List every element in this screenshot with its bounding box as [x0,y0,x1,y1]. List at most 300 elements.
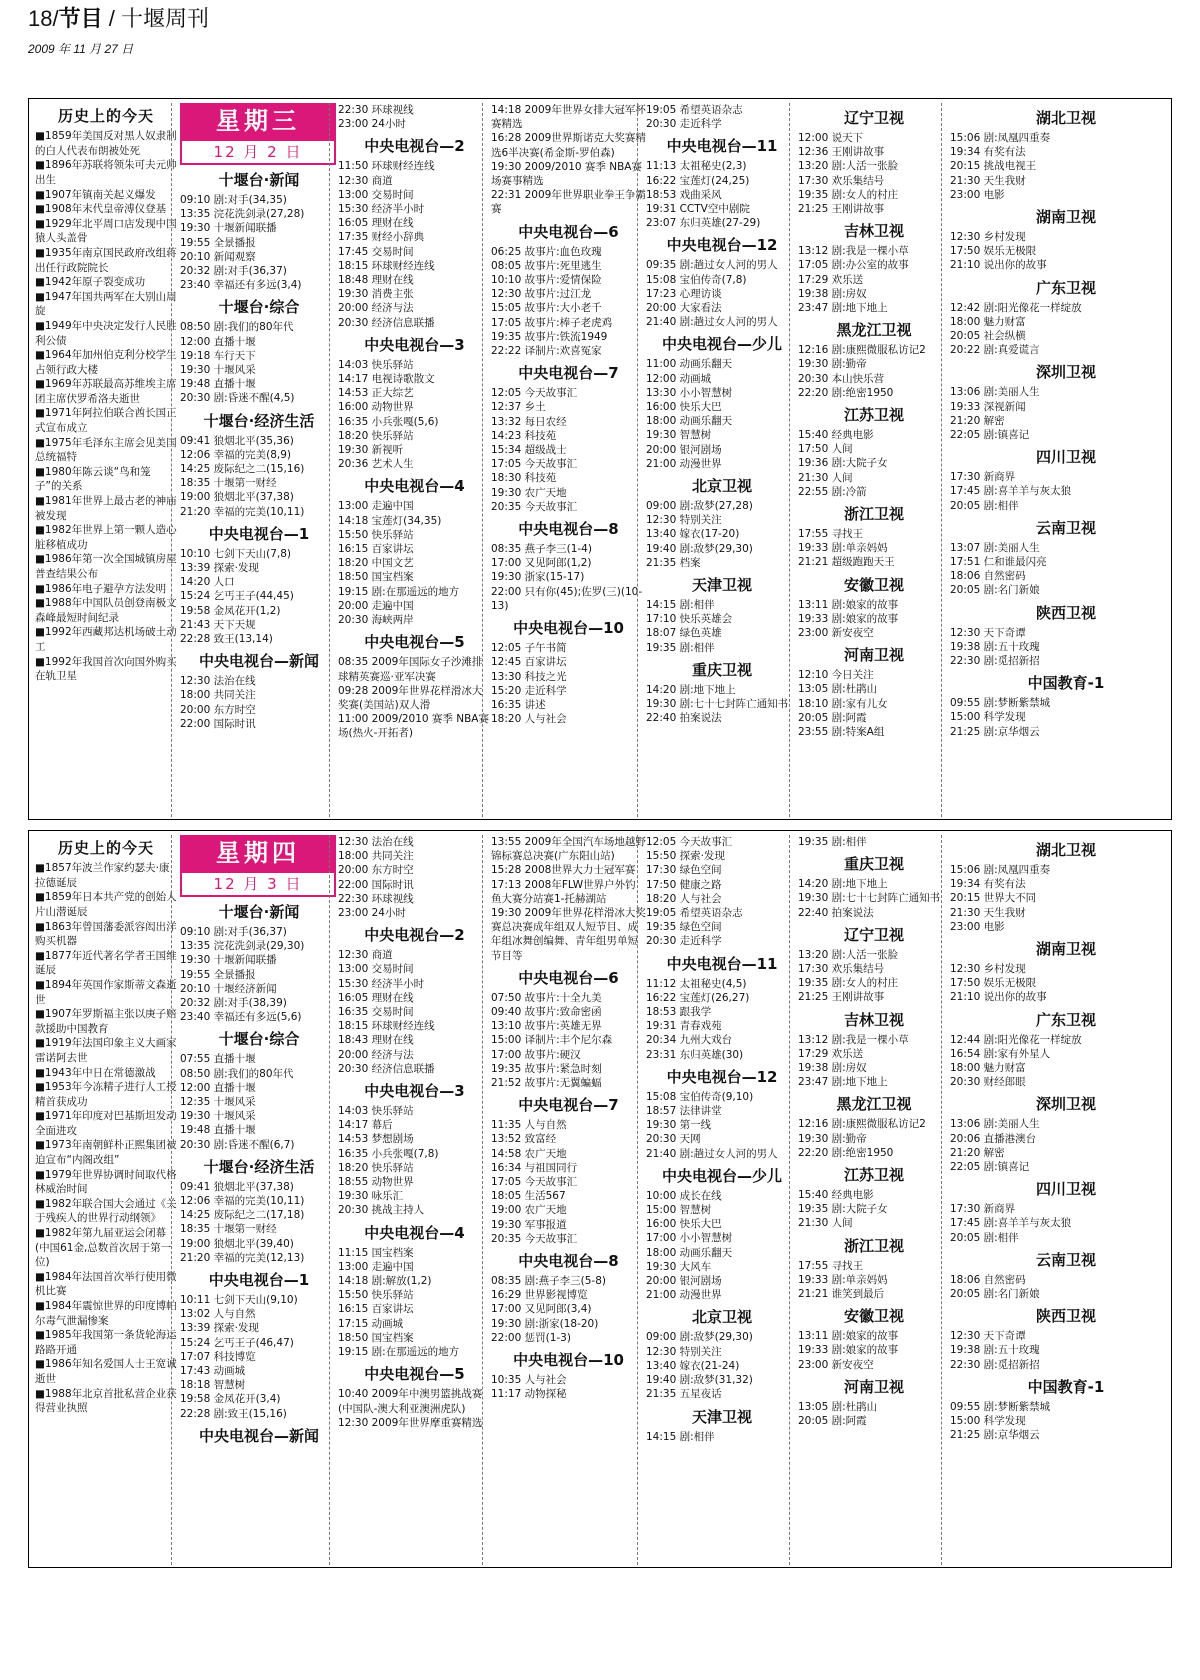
channel-heading: 中央电视台—12 [666,236,778,255]
program-listing: 22:22 译制片:欢喜冤家 [491,345,602,358]
program-listing: 16:35 小兵张嘎(5,6) [338,415,439,428]
schedule-column [482,835,652,1565]
program-listing: 22:55 剧:冷箭 [798,485,867,498]
program-listing: 18:05 生活567 [491,1190,566,1203]
program-listing: 16:22 宝莲灯(26,27) [646,991,750,1004]
program-listing: 18:18 智慧树 [180,1379,246,1392]
channel-heading: 十堰台·新闻 [218,171,300,189]
program-listing: 22:05 剧:镇喜记 [950,1161,1030,1174]
program-listing: 22:28 剧:致王(15,16) [180,1407,287,1420]
history-item: ■1984年法国首次举行使用微机比赛 [35,1270,177,1298]
program-listing: 17:30 欢乐集结号 [798,174,885,187]
channel-heading: 中国教育-1 [1027,1377,1105,1396]
program-listing: 16:15 百家讲坛 [338,1303,414,1316]
program-listing: 20:30 经济信息联播 [338,1062,435,1075]
program-listing: 10:10 故事片:爱情保险 [491,274,602,287]
program-listing: 16:05 理财在线 [338,217,414,230]
program-listing: 13:02 人与自然 [180,1308,256,1321]
program-listing: 14:20 剧:地下地上 [798,878,888,891]
program-listing: 22:00 国际时讯 [338,878,414,891]
program-listing: 15:06 剧:凤凰四重奏 [950,132,1051,144]
channel-heading: 中央电视台—5 [364,1365,465,1384]
program-listing: 15:30 经济半小时 [338,977,425,990]
program-listing: 13:30 小小智慧树 [646,386,733,399]
program-listing: 15:34 超级战士 [491,444,567,457]
program-listing: 21:30 天生我财 [950,906,1026,919]
program-listing: 14:18 宝莲灯(34,35) [338,514,442,527]
program-listing: 13:30 科技之光 [491,670,567,683]
program-listing: 17:29 欢乐送 [798,1047,864,1060]
channel-heading: 十堰台·新闻 [218,903,300,921]
program-listing: 18:43 理财在线 [338,1034,414,1047]
program-listing: 10:10 七剑下天山(7,8) [180,547,291,560]
program-listing: 21:30 人间 [798,471,853,484]
program-listing: 19:30 十堰新闻联播 [180,954,277,967]
program-listing: 20:05 社会纵横 [950,330,1026,343]
program-listing: 22:00 只有你(45);佐罗(三)(10-13) [491,585,643,612]
program-listing: 13:00 交易时间 [338,188,414,201]
program-listing: 19:33 剧:娘家的故事 [798,612,899,625]
history-item: ■1919年法国印象主义大画家雷诺阿去世 [35,1037,177,1064]
channel-heading: 浙江卫视 [843,505,904,524]
program-listing: 17:05 故事片:棒子老虎鸡 [491,316,613,329]
program-listing: 13:00 走遍中国 [338,1260,414,1273]
program-listing: 19:35 绿色空间 [646,921,722,934]
program-listing: 12:30 商道 [338,174,393,187]
program-listing: 13:11 剧:娘家的故事 [798,1330,899,1343]
program-listing: 21:25 王刚讲故事 [798,991,885,1004]
channel-heading: 广东卫视 [1035,278,1096,297]
program-listing: 18:00 共同关注 [180,689,256,702]
channel-heading: 江苏卫视 [843,1166,904,1185]
program-listing: 15:50 探索·发现 [646,850,725,863]
program-listing: 19:30 第一线 [646,1119,712,1132]
program-listing: 15:50 快乐驿站 [338,1289,414,1302]
program-listing: 20:32 剧:对手(38,39) [180,997,287,1010]
channel-heading: 云南卫视 [1035,1250,1096,1269]
program-listing: 20:00 经济与法 [338,1048,414,1061]
program-listing: 23:00 电影 [950,188,1005,201]
program-listing: 16:54 剧:家有外星人 [950,1047,1051,1060]
program-listing: 20:06 直播港澳台 [950,1132,1037,1145]
program-listing: 21:10 说出你的故事 [950,259,1047,272]
program-listing: 09:55 剧:梦断紫禁城 [950,697,1051,710]
program-listing: 20:00 东方时空 [338,864,414,877]
program-listing: 19:38 剧:五十玫瑰 [950,1344,1040,1357]
history-item: ■1949年中央决定发行人民胜利公债 [35,319,177,347]
program-listing: 17:05 今天故事汇 [491,458,578,471]
channel-heading: 中央电视台—8 [518,1252,619,1271]
history-item: ■1988年北京首批私营企业获得营业执照 [35,1387,177,1415]
program-listing: 09:10 剧:对手(34,35) [180,194,287,206]
history-item: ■1863年曾国藩委派容闳出洋购买机器 [35,920,177,948]
history-item: ■1935年南京国民政府改组蒋出任行政院院长 [35,246,177,274]
channel-heading: 中央电视台—4 [364,477,465,496]
history-item: ■1986年第一次全国城镇房屋普查结果公布 [35,553,177,581]
program-listing: 13:00 交易时间 [338,963,414,976]
program-listing: 17:00 小小智慧树 [646,1232,733,1245]
program-listing: 17:10 快乐英雄会 [646,613,733,626]
history-item: ■1943年中日在常德激战 [35,1066,156,1079]
program-listing: 19:35 剧:大院子女 [798,1203,888,1216]
program-listing: 17:55 寻找王 [798,528,864,541]
program-listing: 15:30 经济半小时 [338,203,425,216]
channel-heading: 中国教育-1 [1027,674,1105,693]
channel-heading: 中央电视台—3 [364,1082,465,1101]
program-listing: 22:05 剧:镇喜记 [950,429,1030,442]
history-item: ■1894年英国作家斯蒂文森逝世 [35,978,177,1006]
program-listing: 20:15 挑战电视王 [950,160,1037,173]
program-listing: 18:06 自然密码 [950,1273,1026,1286]
channel-heading: 陕西卫视 [1035,603,1096,622]
program-listing: 13:55 2009年全国汽车场地越野锦标赛总决赛(广东阳山站) [491,836,646,863]
program-listing: 19:40 剧:敌梦(31,32) [646,1374,753,1387]
program-listing: 14:53 正大综艺 [338,387,414,400]
program-listing: 13:35 浣花洗剑录(29,30) [180,940,305,953]
program-listing: 08:35 剧:燕子李三(5-8) [491,1275,606,1288]
program-listing: 23:00 24小时 [338,907,406,920]
program-listing: 19:35 剧:相伴 [798,836,867,848]
program-listing: 17:07 科技博览 [180,1350,256,1363]
program-listing: 13:12 剧:我是一棵小草 [798,1033,909,1046]
day-header [180,103,336,165]
program-listing: 17:50 人间 [798,443,853,456]
program-listing: 12:30 特别关注 [646,1345,722,1358]
day-header [180,835,336,897]
program-listing: 13:20 剧:人活一张脸 [798,160,899,173]
program-listing: 11:00 动画乐翻天 [646,358,733,371]
program-listing: 08:35 燕子李三(1-4) [491,543,592,556]
program-listing: 12:00 动画城 [646,372,712,385]
program-listing: 11:13 太祖秘史(2,3) [646,160,747,173]
program-listing: 18:30 科技苑 [491,472,557,485]
program-listing: 13:40 嫁衣(21-24) [646,1359,740,1372]
program-listing: 17:43 动画城 [180,1365,246,1378]
program-listing: 09:00 剧:敌梦(29,30) [646,1331,753,1344]
history-item: ■1969年苏联最高苏维埃主席团主席伏罗希洛夫逝世 [35,378,177,405]
channel-heading: 深圳卫视 [1035,1095,1096,1114]
program-listing: 20:05 剧:相伴 [950,1231,1019,1244]
program-listing: 15:06 剧:凤凰四重奏 [950,864,1051,876]
program-listing: 23:31 东归英雄(30) [646,1048,744,1061]
program-listing: 19:34 有奖有法 [950,878,1026,891]
program-listing: 14:25 废际纪之二(15,16) [180,463,305,476]
day-name: 星期三 [180,103,336,139]
program-listing: 20:00 东方时空 [180,703,256,716]
program-listing: 21:21 谁笑到最后 [798,1288,885,1301]
program-listing: 13:06 剧:美丽人生 [950,1118,1040,1131]
history-item: ■1973年南朝鲜朴正熙集团被迫宣布“内阁改组” [35,1139,177,1167]
program-listing: 19:38 剧:五十玫瑰 [950,640,1040,653]
history-item: ■1988年中国队员创登南极文森峰最短时间纪录 [35,597,177,624]
channel-heading: 十堰台·综合 [218,298,300,317]
program-listing: 20:05 剧:阿霞 [798,1415,867,1428]
program-listing: 18:20 快乐驿站 [338,1161,414,1174]
program-listing: 20:00 经济与法 [338,302,414,315]
program-listing: 09:10 剧:对手(36,37) [180,926,287,938]
history-item: ■1984年震惊世界的印度博帕尔毒气泄漏惨案 [35,1300,177,1327]
program-listing: 20:00 银河剧场 [646,1275,722,1288]
history-item: ■1907年罗斯福主张以庚子赔款援助中国教育 [35,1008,177,1035]
history-item: ■1857年波兰作家约瑟夫·康拉德诞辰 [35,862,170,889]
program-listing: 17:45 剧:喜羊羊与灰太狼 [950,1217,1072,1230]
schedule-column [941,103,1188,817]
program-listing: 17:45 剧:喜羊羊与灰太狼 [950,485,1072,498]
program-listing: 20:10 新闻观察 [180,250,256,263]
program-listing: 16:35 交易时间 [338,1006,414,1019]
program-listing: 14:17 幕后 [338,1119,393,1132]
channel-heading: 天津卫视 [691,1407,752,1426]
channel-heading: 辽宁卫视 [843,109,904,127]
channel-heading: 中央电视台—11 [666,954,778,973]
program-listing: 13:06 剧:美丽人生 [950,386,1040,399]
program-listing: 22:31 2009年世界职业拳王争霸赛 [491,189,646,216]
program-listing: 20:22 剧:真爱谎言 [950,344,1040,357]
program-listing: 19:00 狼烟北平(39,40) [180,1237,294,1250]
program-listing: 16:29 世界影视博览 [491,1289,588,1302]
program-listing: 19:30 浙家(15-17) [491,571,585,584]
program-listing: 18:00 动画乐翻天 [646,1246,733,1259]
program-listing: 19:58 金凤花开(3,4) [180,1393,281,1406]
channel-heading: 中央电视台—2 [364,137,465,156]
channel-heading: 中央电视台—少儿 [661,335,782,354]
program-listing: 17:35 财经小辞典 [338,231,425,244]
schedule-column [941,835,1188,1565]
history-item: ■1908年末代皇帝溥仪登基 [35,203,167,216]
program-listing: 20:32 剧:对手(36,37) [180,265,287,278]
history-item: ■1953年今冻精子进行人工授精首获成功 [35,1081,177,1108]
channel-heading: 重庆卫视 [691,660,752,679]
channel-heading: 中央电视台—4 [364,1223,465,1242]
program-listing: 13:32 每日农经 [491,415,567,428]
program-listing: 21:30 人间 [798,1217,853,1230]
program-listing: 12:30 天下奇谭 [950,626,1026,639]
channel-heading: 北京卫视 [691,477,752,496]
program-listing: 19:34 有奖有法 [950,146,1026,159]
program-listing: 19:38 剧:房奴 [798,1062,867,1075]
program-listing: 18:07 绿色英雄 [646,627,722,640]
program-listing: 13:10 故事片:英雄无界 [491,1020,602,1033]
program-listing: 13:40 嫁衣(17-20) [646,528,740,541]
program-listing: 19:35 剧:女人的村庄 [798,188,899,201]
history-item: ■1979年世界协调时间取代格林威治时间 [35,1168,177,1196]
channel-heading: 十堰台·经济生活 [203,411,315,430]
program-listing: 19:30 2009年世界花样滑冰大奖赛总决赛成年组双人短节目、成年组冰舞创编舞、青年组男单短节目等 [491,907,646,962]
history-item: ■1971年印度对巴基斯坦发动全面进攻 [35,1110,177,1137]
program-listing: 18:15 环球财经连线 [338,1020,435,1033]
history-column [29,835,183,1565]
program-listing: 18:53 戏曲采风 [646,188,722,201]
program-listing: 12:30 乡村发现 [950,231,1026,244]
program-listing: 22:00 国际时讯 [180,717,256,730]
program-listing: 21:00 动漫世界 [646,1289,722,1302]
program-listing: 20:00 大家看法 [646,302,722,315]
program-listing: 12:37 乡土 [491,401,546,414]
program-listing: 15:08 宝伯传奇(9,10) [646,1090,754,1103]
program-listing: 12:06 幸福的完美(8,9) [180,448,291,461]
program-listing: 17:51 仁和谁最闪亮 [950,556,1047,569]
channel-heading: 四川卫视 [1035,448,1096,467]
channel-heading: 四川卫视 [1035,1180,1096,1199]
program-listing: 18:35 十堰第一财经 [180,1223,277,1236]
channel-heading: 辽宁卫视 [843,925,904,944]
program-listing: 19:55 全景播报 [180,968,256,981]
channel-heading: 中央电视台—1 [208,524,310,543]
program-listing: 12:35 十堰风采 [180,1096,256,1109]
program-listing: 18:06 自然密码 [950,570,1026,583]
program-listing: 15:00 智慧树 [646,1204,712,1217]
program-listing: 07:50 故事片:十全九美 [491,991,602,1004]
channel-heading: 陕西卫视 [1035,1307,1096,1326]
program-listing: 13:52 致富经 [491,1133,557,1146]
program-listing: 12:05 子午书简 [491,642,567,655]
channel-heading: 中央电视台—新闻 [198,652,319,671]
channel-heading: 中央电视台—3 [364,335,465,354]
channel-heading: 中央电视台—8 [518,520,619,539]
program-listing: 12:00 直播十堰 [180,335,256,348]
history-title: 历史上的今天 [57,839,154,857]
program-listing: 19:40 剧:敌梦(29,30) [646,542,753,555]
history-item: ■1981年世界上最古老的神庙被发现 [35,495,177,522]
program-listing: 19:18 车行天下 [180,349,256,362]
history-item: ■1992年西藏邦达机场破土动工 [35,626,177,653]
program-listing: 12:42 剧:阳光像花一样绽放 [950,301,1082,314]
program-listing: 12:06 幸福的完美(10,11) [180,1195,305,1208]
program-listing: 19:00 农广天地 [491,1204,567,1217]
program-listing: 16:00 快乐大巴 [646,1218,722,1231]
channel-heading: 江苏卫视 [843,406,904,425]
program-listing: 15:00 译制片:丰个尼尔森 [491,1034,613,1047]
history-item: ■1942年原子裂变成功 [35,276,146,289]
channel-heading: 中央电视台—少儿 [661,1166,782,1185]
program-listing: 14:03 快乐驿站 [338,1105,414,1118]
program-listing: 17:05 剧:办公室的故事 [798,259,909,272]
program-listing: 20:35 今天故事汇 [491,500,578,513]
program-listing: 23:40 幸福还有多远(5,6) [180,1011,302,1024]
program-listing: 12:00 直播十堰 [180,1081,256,1094]
program-listing: 20:30 走近科学 [646,935,722,948]
program-listing: 18:15 环球财经连线 [338,259,435,272]
program-listing: 22:30 剧:觅招新招 [950,655,1040,668]
channel-heading: 安徽卫视 [843,575,904,594]
schedule-column [171,103,344,817]
history-item: ■1982年联合国大会通过《关于残疾人的世界行动纲领》 [35,1197,177,1225]
program-listing: 20:30 天网 [646,1133,701,1146]
program-listing: 12:45 百家讲坛 [491,656,567,669]
channel-heading: 中央电视台—6 [518,222,619,241]
channel-heading: 浙江卫视 [843,1236,904,1255]
program-listing: 16:15 百家讲坛 [338,543,414,556]
program-listing: 19:35 故事片:紧急时刻 [491,1062,602,1075]
program-listing: 20:15 世界大不同 [950,892,1037,905]
day-date: 12 月 3 日 [180,871,336,897]
program-listing: 08:35 2009年国际女子沙滩排球精英赛巡·亚军决赛 [338,656,483,683]
program-listing: 14:03 快乐驿站 [338,358,414,371]
history-title: 历史上的今天 [57,107,154,125]
program-listing: 20:05 剧:相伴 [950,499,1019,512]
program-listing: 14:25 废际纪之二(17,18) [180,1209,305,1222]
program-listing: 17:30 绿色空间 [646,864,722,877]
program-listing: 21:20 解密 [950,1146,1005,1159]
program-listing: 22:30 剧:觅招新招 [950,1358,1040,1371]
program-listing: 23:47 剧:地下地上 [798,1076,888,1089]
program-listing: 08:05 故事片:死里逃生 [491,259,602,272]
program-listing: 17:50 娱乐无极限 [950,977,1037,990]
schedule-column [637,103,804,817]
program-listing: 21:00 动漫世界 [646,457,722,470]
program-listing: 18:50 国宝档案 [338,1331,414,1344]
channel-heading: 湖北卫视 [1035,841,1096,859]
program-listing: 19:30 剧:浙家(18-20) [491,1317,599,1330]
history-item: ■1982年第九届亚运会闭幕(中国61金,总数首次居于第一位) [35,1227,172,1269]
history-item: ■1859年美国反对黑人奴隶制的白人代表布朗被处死 [35,130,177,157]
program-listing: 13:00 走遍中国 [338,500,414,513]
channel-heading: 重庆卫视 [843,855,904,874]
program-listing: 14:15 剧:相伴 [646,1430,715,1443]
day-block-wednesday [28,98,1172,820]
program-listing: 23:47 剧:地下地上 [798,302,888,315]
program-listing: 23:55 剧:特案A组 [798,726,885,739]
program-listing: 19:33 剧:单亲妈妈 [798,1273,888,1286]
program-listing: 15:08 宝伯传奇(7,8) [646,273,747,286]
program-listing: 19:35 剧:相伴 [646,641,715,654]
program-listing: 12:30 法治在线 [180,675,256,688]
program-listing: 20:34 九州大戏台 [646,1034,733,1047]
program-listing: 23:00 新安夜空 [798,1358,874,1371]
program-listing: 17:30 新商界 [950,471,1016,484]
program-listing: 20:30 经济信息联播 [338,316,435,329]
program-listing: 12:44 剧:阳光像花一样绽放 [950,1033,1082,1046]
schedule-column [482,103,652,817]
history-item: ■1975年毛泽东主席会见美国总统福特 [35,436,177,464]
program-listing: 10:11 七剑下天山(9,10) [180,1294,298,1307]
program-listing: 15:28 2008世界大力士冠军赛 [491,864,636,877]
program-listing: 14:58 农广天地 [491,1147,567,1160]
program-listing: 20:35 今天故事汇 [491,1232,578,1245]
program-listing: 19:15 剧:在那遥远的地方 [338,1346,460,1359]
channel-heading: 湖北卫视 [1035,109,1096,127]
program-listing: 18:00 魅力财富 [950,315,1026,328]
program-listing: 19:30 十堰风采 [180,364,256,377]
program-listing: 17:00 又见阿郎(3,4) [491,1303,592,1316]
program-listing: 14:23 科技苑 [491,429,557,442]
program-listing: 15:40 经典电影 [798,429,874,442]
program-listing: 20:30 海峡两岸 [338,614,414,627]
program-listing: 20:10 十堰经济新闻 [180,982,277,995]
program-listing: 21:30 天生我财 [950,174,1026,187]
program-listing: 12:30 商道 [338,949,393,962]
program-listing: 21:52 故事片:无翼蝙蝠 [491,1077,602,1090]
channel-heading: 河南卫视 [843,646,904,665]
program-listing: 20:30 剧:昏迷不醒(4,5) [180,392,295,405]
program-listing: 19:33 剧:娘家的故事 [798,1344,899,1357]
program-listing: 19:00 狼烟北平(37,38) [180,491,294,504]
channel-heading: 广东卫视 [1035,1010,1096,1029]
channel-heading: 中央电视台—7 [518,1096,619,1115]
history-item: ■1947年国共两军在大别山周旋 [35,290,177,318]
schedule-column [789,103,956,817]
program-listing: 20:00 走遍中国 [338,599,414,612]
program-listing: 21:21 超级跑跑天王 [798,556,895,569]
program-listing: 22:40 拍案说法 [798,906,874,919]
program-listing: 11:15 国宝档案 [338,1246,414,1259]
day-name: 星期四 [180,835,336,871]
history-item: ■1980年陈云谈“鸟和笼子”的关系 [35,465,151,493]
program-listing: 09:41 狼烟北平(35,36) [180,434,294,447]
program-listing: 10:35 人与社会 [491,1374,567,1387]
program-listing: 18:20 中国文艺 [338,557,414,570]
program-listing: 19:30 剧:勤帝 [798,1132,867,1145]
